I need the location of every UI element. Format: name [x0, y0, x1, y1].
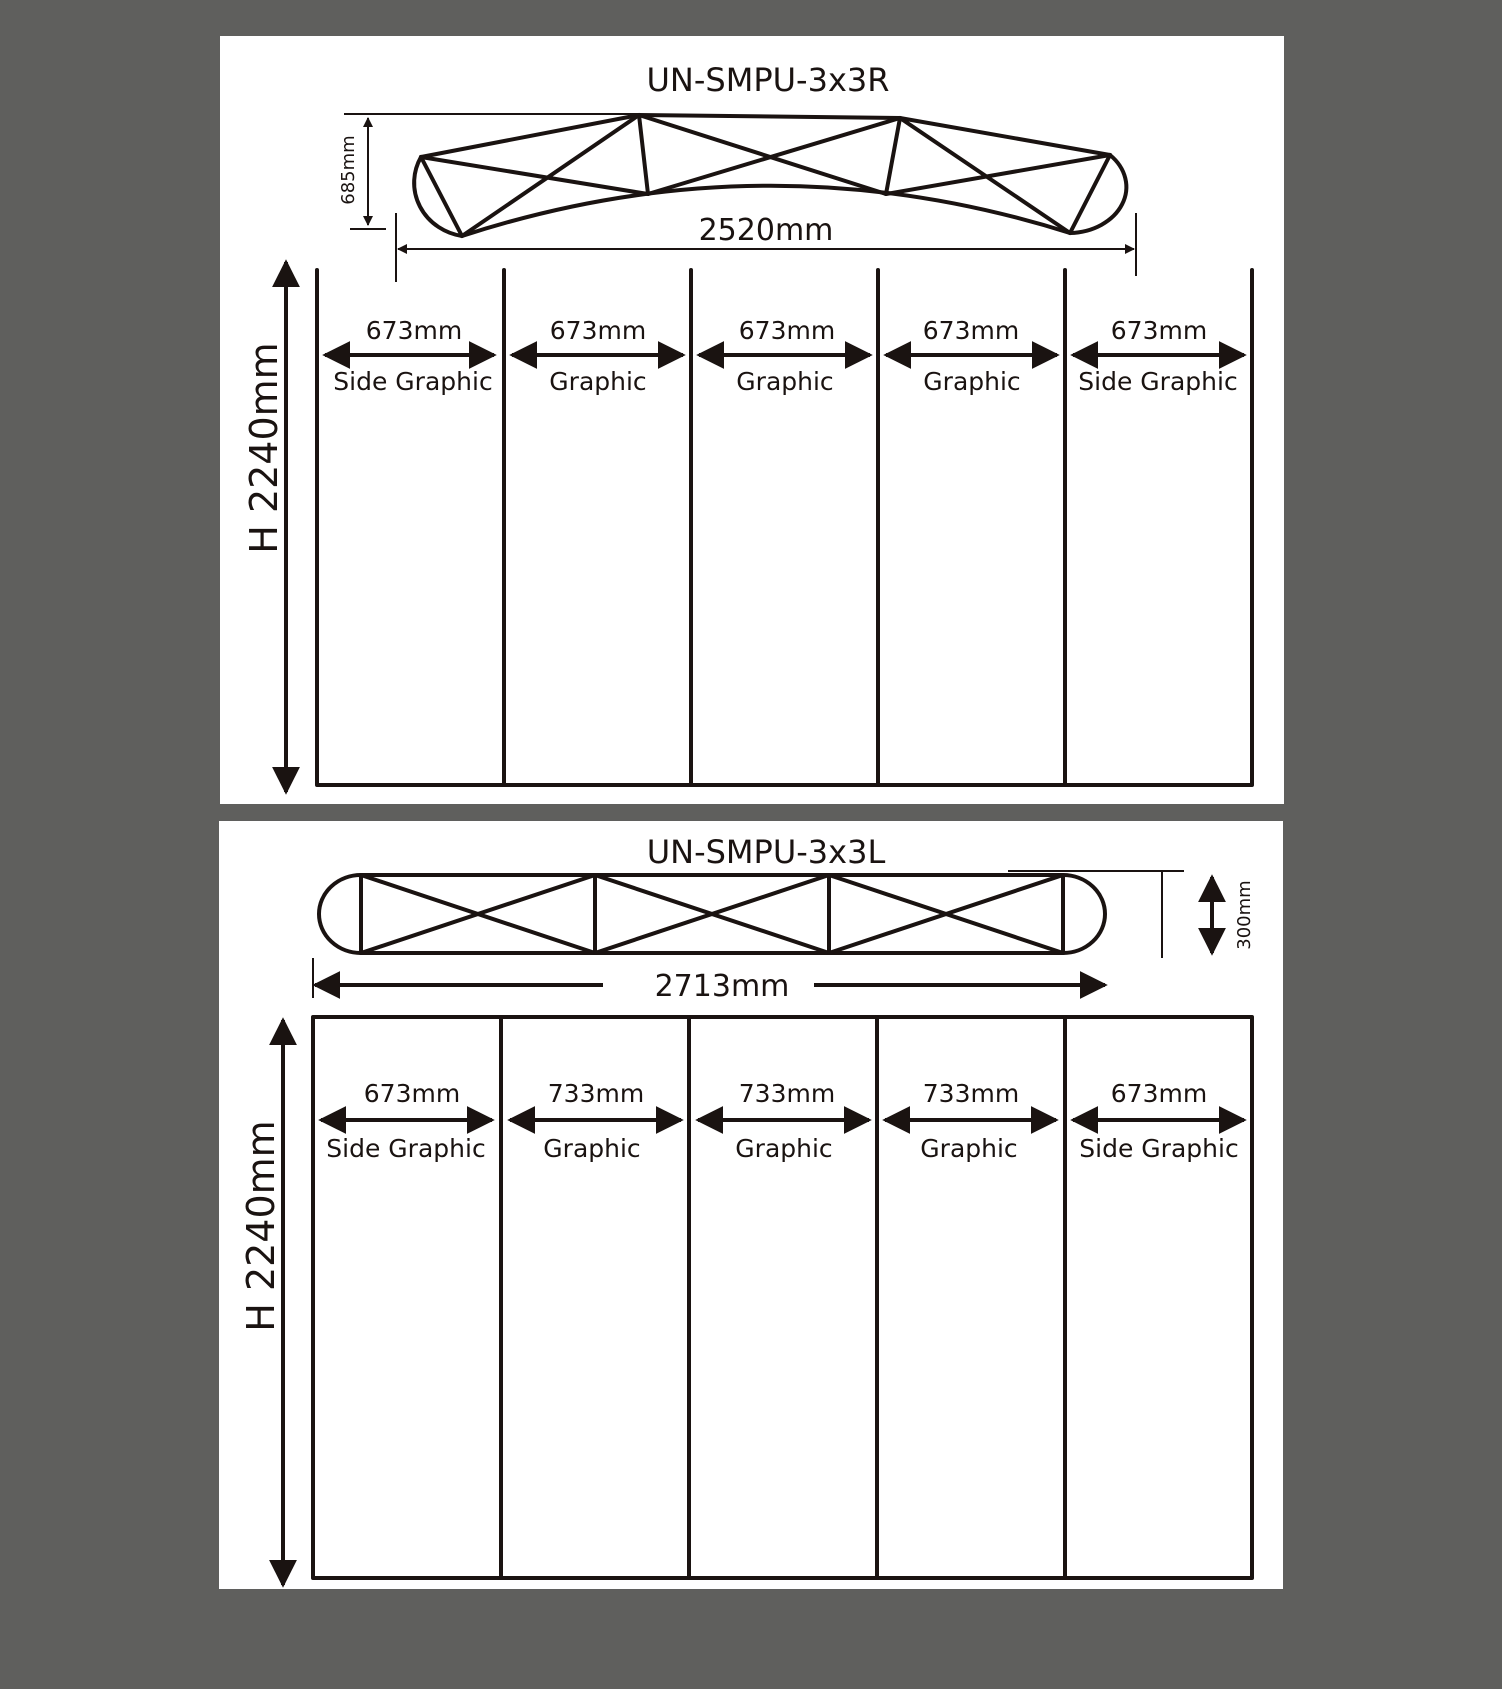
bottom-height-label: H 2240mm: [239, 1120, 283, 1332]
top-height-label: H 2240mm: [242, 342, 286, 554]
top-column-label: Graphic: [923, 367, 1021, 396]
bottom-width-label: 2713mm: [654, 969, 790, 1004]
bottom-column-label: Side Graphic: [1079, 1134, 1239, 1163]
bottom-column-width: 733mm: [738, 1079, 836, 1108]
bottom-depth-label: 300mm: [1234, 880, 1255, 950]
top-column-label: Side Graphic: [1078, 367, 1238, 396]
top-column-label: Side Graphic: [333, 367, 493, 396]
top-column-label: Graphic: [736, 367, 834, 396]
bottom-title: UN-SMPU-3x3L: [646, 833, 886, 871]
bottom-column-label: Graphic: [920, 1134, 1018, 1163]
top-title: UN-SMPU-3x3R: [646, 61, 890, 99]
bottom-column-label: Side Graphic: [326, 1134, 486, 1163]
bottom-column-width: 733mm: [547, 1079, 645, 1108]
top-panel: [220, 36, 1284, 804]
bottom-column-width: 673mm: [1110, 1079, 1208, 1108]
top-depth-label: 685mm: [338, 135, 359, 205]
bottom-column-label: Graphic: [543, 1134, 641, 1163]
top-column-width: 673mm: [738, 316, 836, 345]
top-column-width: 673mm: [365, 316, 463, 345]
top-column-width: 673mm: [922, 316, 1020, 345]
bottom-column-width: 673mm: [363, 1079, 461, 1108]
top-column-width: 673mm: [549, 316, 647, 345]
top-column-label: Graphic: [549, 367, 647, 396]
bottom-panel: [219, 821, 1283, 1589]
bottom-panel-background: [219, 821, 1283, 1589]
bottom-column-width: 733mm: [922, 1079, 1020, 1108]
top-column-width: 673mm: [1110, 316, 1208, 345]
bottom-column-label: Graphic: [735, 1134, 833, 1163]
top-width-label: 2520mm: [698, 213, 834, 248]
